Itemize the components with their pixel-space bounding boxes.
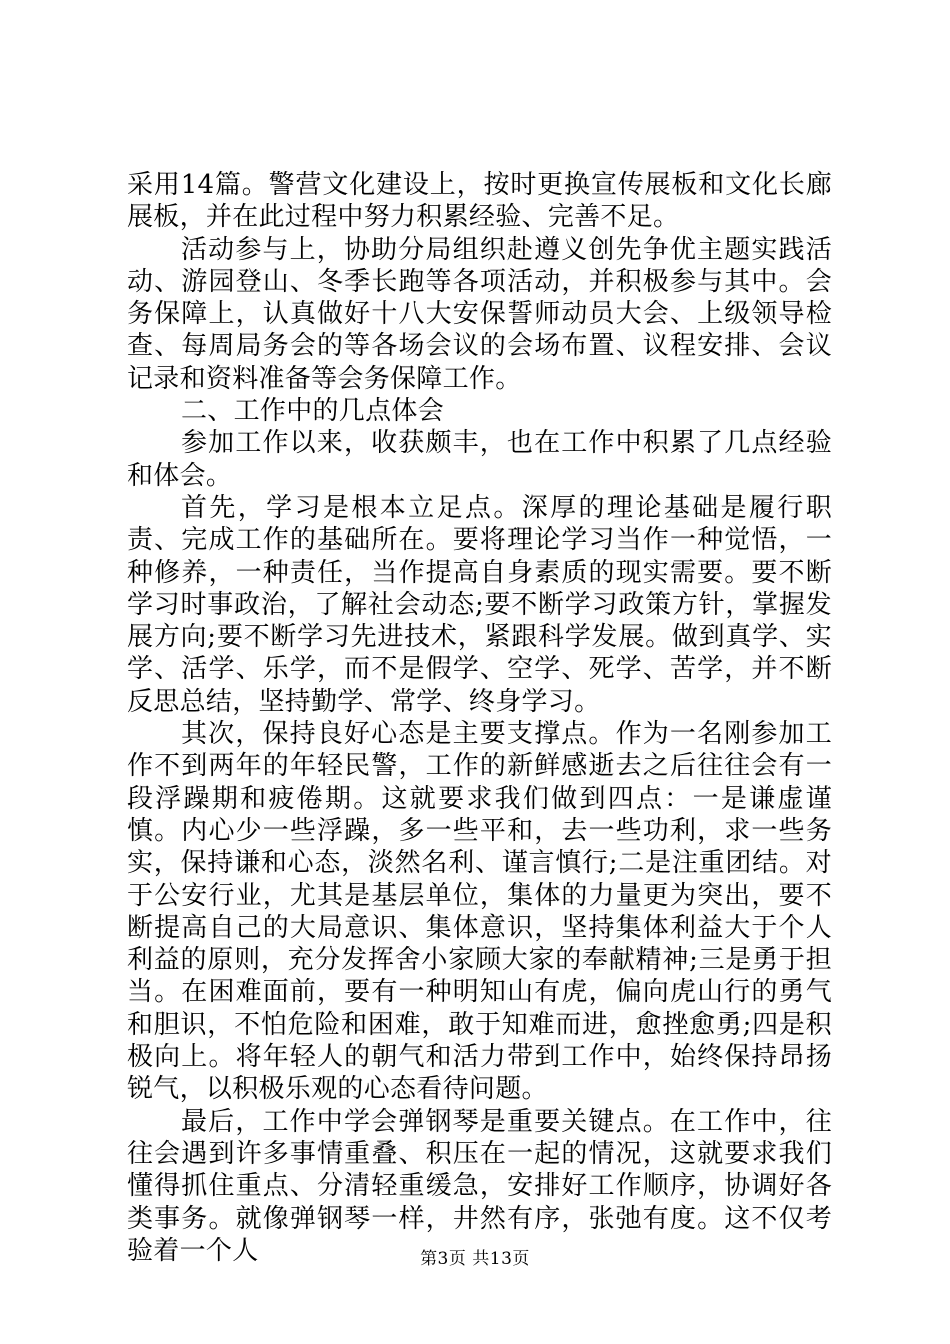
paragraph-activities: 活动参与上，协助分局组织赴遵义创先争优主题实践活动、游园登山、冬季长跑等各项活动，并积极参与其中。会务保障上，认真做好十八大安保誓师动员大会、上级领导检查、每周局务会的等各场会议的会场布置、议程安排、会议记录和资料准备等会务保障工作。 — [127, 234, 832, 394]
document-body — [127, 169, 832, 1267]
paragraph-first-point: 首先，学习是根本立足点。深厚的理论基础是履行职责、完成工作的基础所在。要将理论学习当作一种觉悟，一种修养，一种责任，当作提高自身素质的现实需要。要不断学习时事政治，了解社会动态;要不断学习政策方针，掌握发展方向;要不断学习先进技术，紧跟科学发展。做到真学、实学、活学、乐学，而不是假学、空学、死学、苦学，并不断反思总结，坚持勤学、常学、终身学习。 — [127, 492, 832, 717]
paragraph-continuation: 采用14篇。警营文化建设上，按时更换宣传展板和文化长廊展板，并在此过程中努力积累经验、完善不足。 — [127, 170, 832, 233]
paragraph-intro: 参加工作以来，收获颇丰，也在工作中积累了几点经验和体会。 — [127, 428, 832, 491]
page-number-footer: 第3页 共13页 — [420, 1249, 530, 1269]
paragraph-last-point: 最后，工作中学会弹钢琴是重要关键点。在工作中，往往会遇到许多事情重叠、积压在一起的情况，这就要求我们懂得抓住重点、分清轻重缓急，安排好工作顺序，协调好各类事务。就像弹钢琴一样，井然有序，张弛有度。这不仅考验着一个人 — [127, 1106, 832, 1266]
section-heading: 二、工作中的几点体会 — [181, 396, 445, 427]
paragraph-second-point: 其次，保持良好心态是主要支撑点。作为一名刚参加工作不到两年的年轻民警，工作的新鲜感逝去之后往往会有一段浮躁期和疲倦期。这就要求我们做到四点：一是谦虚谨慎。内心少一些浮躁，多一些平和，去一些功利，求一些务实，保持谦和心态，淡然名利、谨言慎行;二是注重团结。对于公安行业，尤其是基层单位，集体的力量更为突出，要不断提高自己的大局意识、集体意识，坚持集体利益大于个人利益的原则，充分发挥舍小家顾大家的奉献精神;三是勇于担当。在困难面前，要有一种明知山有虎，偏向虎山行的勇气和胆识，不怕危险和困难，敢于知难而进，愈挫愈勇;四是积极向上。将年轻人的朝气和活力带到工作中，始终保持昂扬锐气，以积极乐观的心态看待问题。 — [127, 719, 832, 1105]
